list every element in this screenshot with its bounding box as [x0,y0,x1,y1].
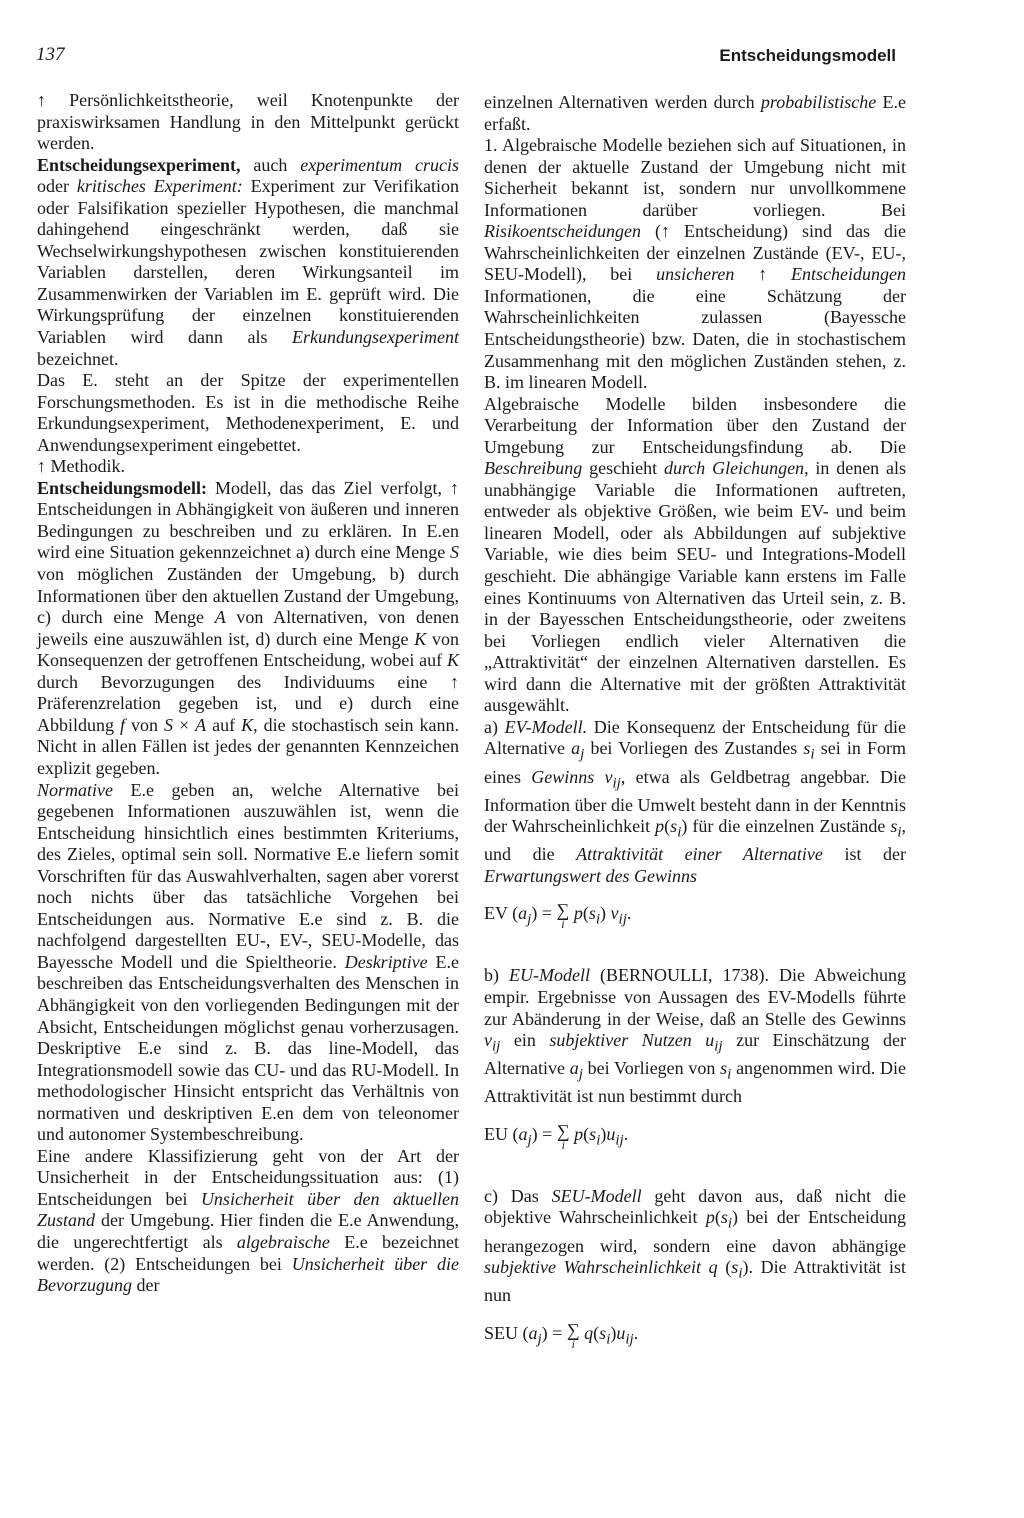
math-var: S [450,542,459,563]
math-var: a [518,903,528,924]
text-span: Informationen, die eine Schätzung der Wahrscheinlichkeiten zulassen (Bayessche Entscheidungstheorie) bzw. Daten, die in stochastischem Zusammenhang mit den möglichen Zuständen stehen, z. B. im linearen Modell. [484,285,906,393]
text-span: oder [37,176,77,197]
math-paren: ) [681,816,688,837]
paragraph-classification [37,1146,459,1297]
math-paren: ( [593,1322,600,1343]
formula-text: ) = [531,903,557,924]
math-subscript: j [527,912,532,929]
text-span: auf [206,714,242,735]
running-head: Entscheidungsmodell [719,46,896,65]
formula-text: . [626,903,632,924]
text-span: von Alternativen, von denen jeweils eine auszuwählen ist, d) durch eine Menge [37,607,459,649]
math-var: u [606,1123,616,1144]
formula-text: . [633,1322,639,1343]
math-var: s [803,738,811,759]
text-span-italic: algebraische [236,1231,330,1252]
sum-index: i [561,1137,565,1152]
math-paren: ) [600,1123,607,1144]
math-subscript: j [537,1331,542,1348]
math-paren: ( [664,816,671,837]
text-span: bei Vorliegen von [582,1058,721,1079]
text-span: E.e beschreiben das Entscheidungsverhalten des Menschen in Abhängigkeit von den vorliegenden Bedingungen mit der Absicht, Entscheidungen möglichst genau vorherzusagen. Deskriptive E.e sind z. B. das line-Modell, das Integrationsmodell sowie das CU- und das RU-Modell. In methodologischer Hinsicht entspricht das Verhältnis von normativen und deskriptiven E.en dem von teleonomer und autonomer Systembeschreibung. [37,951,460,1145]
math-var: v [606,903,619,924]
text-span-italic: Gewinns v [531,766,613,787]
math-var: a [518,1123,528,1144]
paragraph-continuation [484,92,906,135]
sum-sign: ∑ [566,1319,580,1340]
formula-text: EV ( [484,903,519,924]
math-var: p [569,1123,584,1144]
text-span: Eine andere Klassifizierung geht von der Art der Unsicherheit in der Entscheidungssituation aus: (1) Entscheidungen bei [37,1145,459,1209]
sum-operator [566,1319,580,1351]
text-span: c) Das [484,1185,552,1206]
formula-text: EU ( [484,1123,519,1144]
entry-term: Entscheidungsexperiment, [37,154,241,175]
text-span-italic: subjektive Wahrscheinlichkeit q [484,1257,718,1278]
paragraph-continuation: ↑ Persönlichkeitstheorie, weil Knotenpunkte der praxiswirksamen Handlung in den Mittelpunkt gerückt werden. [37,90,459,154]
math-var: s [731,1257,739,1278]
math-var: K [446,650,459,671]
formula-ev [484,900,906,932]
text-span: von möglichen Zuständen der Umgebung, b) durch Informationen über den aktuellen Zustand der Umgebung, c) durch eine Menge [37,564,459,628]
text-span: 1. Algebraische Modelle beziehen sich auf Situationen, in denen der aktuelle Zustand der Umgebung nicht mit Sicherheit bekannt ist, sondern nur unvollkommene Informationen darüber vorliegen. Bei [484,135,906,220]
paragraph-ev-model [484,717,906,888]
math-var: S [164,714,173,735]
sum-operator [556,900,570,932]
math-var: K [414,628,427,649]
text-span-italic: EU-Modell [509,965,590,986]
text-span: bei Vorliegen des Zustandes [584,738,804,759]
paragraph: Das E. steht an der Spitze der experimentellen Forschungsmethoden. Es ist in die methodische Reihe Erkundungsexperiment, Methodenexperiment, E. und Anwendungsexperiment eingebettet. [37,370,459,455]
text-span-italic: Erkundungsexperiment [292,327,459,348]
math-subscript: j [578,1066,583,1083]
text-span-italic: kritisches Experiment: [76,176,243,197]
text-span-italic: Unsicherheit über die Bevorzugung [37,1253,460,1296]
math-subscript: ij [492,1038,501,1055]
page-number: 137 [36,44,65,65]
sum-index: i [561,917,565,932]
paragraph-algebraic-description [484,394,906,717]
math-var: p [569,903,583,924]
text-span: der [131,1275,160,1296]
text-span: , die stochastisch sein kann. Nicht in allen Fällen ist jedes der genannten Kennzeichen explizit gegeben. [37,714,460,778]
math-var: p [705,1207,715,1228]
math-paren: ( [714,1207,721,1228]
math-subscript: i [810,747,815,763]
text-span: bei der Entscheidung herangezogen wird, sondern eine davon abhängige [484,1207,906,1256]
text-span-italic: Risikoentscheidungen [484,221,641,242]
text-span: ist der [822,844,906,865]
text-span: geschieht [582,458,664,479]
math-var: K [241,714,254,735]
sum-operator [556,1120,570,1152]
math-subscript: i [677,824,682,841]
text-span: Experiment zur Verifikation oder Falsifikation spezieller Hypothesen, die manchmal dahingehend eingeschränkt werden, daß sie Wechselwirkungshypothesen zwischen konstituierenden Variablen darstellen, deren Wirkungsanteil im Zusammenwirken der Variablen im E. geprüft wird. Die Wirkungsprüfung der einzelnen konstituierenden Variablen wird dann als [37,176,459,348]
math-subscript: j [580,747,585,763]
sum-sign: ∑ [556,1120,570,1141]
math-var: A [195,714,207,735]
formula-text: . [623,1123,629,1144]
text-span-italic: subjektiver Nutzen u [549,1030,715,1051]
text-span-italic: SEU-Modell [551,1185,642,1206]
math-var: s [720,1058,728,1079]
text-span: , und die [484,816,906,865]
math-subscript: i [595,912,601,929]
math-paren: ) [732,1207,739,1228]
math-var: A [214,607,226,628]
text-span: E.e erfaßt. [484,92,907,134]
text-span: auch [240,154,301,175]
text-span: bezeichnet. [37,348,119,369]
math-subscript: i [727,1216,733,1233]
text-span: angenommen wird. Die Attraktivität ist nun bestimmt durch [484,1058,906,1107]
right-column [484,92,906,1385]
paragraph-seu-model [484,1186,906,1307]
math-paren: ( [717,1257,732,1278]
text-span: . Die Attraktivität ist nun [484,1257,906,1306]
math-var: f [120,714,126,735]
text-span-italic: experimentum crucis [300,154,460,175]
text-span: durch Bevorzugungen des Individuums eine ↑ Präferenzrelation gegeben ist, und e) durch eine Abbildung [37,671,459,735]
text-span-italic: Deskriptive [344,951,428,972]
math-var: s [720,1207,728,1228]
text-span: b) [484,965,510,986]
math-var: q [579,1322,594,1343]
math-subscript: j [527,1132,532,1149]
math-var: a [528,1322,538,1343]
text-span: Modell, das das Ziel verfolgt, ↑ Entscheidungen in Abhängigkeit von äußeren und inneren Bedingungen zu beschreiben und zu erklären. In E.en wird eine Situation gekennzeichnet a) durch eine Menge [37,477,459,563]
text-span: E.e bezeichnet werden. (2) Entscheidungen bei [37,1231,459,1274]
math-paren: ( [583,1123,590,1144]
math-subscript: ij [612,775,621,792]
formula-text: ) = [541,1322,567,1343]
math-subscript: ij [714,1038,723,1055]
text-span-italic: durch Gleichungen [663,458,805,479]
math-var: p [655,816,665,837]
sum-sign: ∑ [556,900,570,921]
math-subscript: ij [625,1331,634,1348]
entry-entscheidungsmodell [37,478,459,780]
text-span: ein [500,1030,550,1051]
text-span: sei in Form eines [484,738,907,787]
text-span: von Konsequenzen der getroffenen Entscheidung, wobei auf [37,628,459,671]
entry-entscheidungsexperiment [37,155,459,370]
text-span: Algebraische Modelle bilden insbesondere die Verarbeitung der Information über den Zustand der Umgebung zur Entscheidungsfindung ab. Die [484,393,906,457]
text-span: Die Konsequenz der Entscheidung für die Alternative [484,716,907,759]
formula-seu [484,1319,906,1351]
text-span: × [173,714,196,735]
formula-text: SEU ( [484,1322,529,1343]
text-span: , etwa als Geldbetrag angebbar. Die Information über die Umwelt besteht dann in der Kenntnis der Wahrscheinlichkeit [484,766,906,837]
left-column [37,90,459,1297]
text-span: einzelnen Alternativen werden durch [484,92,761,112]
math-paren: ) [610,1322,617,1343]
math-subscript: i [727,1066,732,1083]
formula-text: ) = [531,1123,557,1144]
paragraph-algebraic-models [484,135,906,394]
math-paren: ) [600,903,607,924]
text-span: , in denen als unabhängige Variable die Informationen auftreten, entweder als objektive Größen, wie beim EV- und beim linearen Modell, oder als Abbildungen auf subjektive Variable, wie dies beim SEU- und Integrations-Modell geschieht. Die abhängige Variable kann erstens im Falle eines Kontinuums von Alternativen das Urteil sein, z. B. in der Bayesschen Entscheidungstheorie, oder zweitens bei Vorliegen endlich vieler Alternativen die „Attraktivität“ der einzelnen Alternativen darstellen. Es wird dann die Alternative mit der größten Attraktivität ausgewählt. [484,458,906,716]
math-subscript: ij [615,1132,624,1149]
math-var: v [484,1030,492,1051]
text-span: geht davon aus, daß nicht die objektive Wahrscheinlichkeit [484,1185,906,1228]
math-var: a [569,1058,579,1079]
math-var: u [616,1322,626,1343]
text-span: von [125,714,164,735]
math-subscript: i [897,824,902,841]
text-span: (↑ Entscheidung) sind das die Wahrscheinlichkeiten der einzelnen Zustände (EV-, EU-, SEU-Modell), bei [484,221,906,285]
text-span: E.e geben an, welche Alternative bei gegebenen Informationen auszuwählen ist, wenn die Entscheidung hinsichtlich eines bestimmten Kriteriums, des Zieles, optimal sein soll. Normative E.e liefern somit Vorschriften für das Auswahlverhalten, sagen aber vorerst noch nichts über das tatsächliche Vorgehen bei Entscheidungen aus. Normative E.e sind z. B. die nachfolgend dargestellten EU-, EV-, SEU-Modelle, das Bayessche Modell und die Spieltheorie. [37,779,459,972]
text-span-italic: probabilistische [760,92,877,112]
text-span-italic: EV-Modell. [504,716,588,737]
paragraph-eu-model [484,965,906,1107]
math-paren: ) [742,1257,749,1278]
math-var: s [588,903,596,924]
math-paren: ( [582,903,589,924]
cross-reference: ↑ Methodik. [37,456,125,477]
text-span: für die einzelnen Zustände [687,816,891,837]
text-span-italic: Unsicherheit über den aktuellen Zustand [37,1188,459,1231]
math-var: s [589,1123,597,1144]
math-var: s [670,816,678,837]
math-subscript: i [738,1265,743,1282]
text-span: (BERNOULLI, 1738). Die Abweichung empir. Ergebnisse von Aussagen des EV-Modells führte zur Abänderung in der Weise, daß an Stelle des Gewinns [484,965,907,1029]
sum-index: i [571,1336,575,1351]
formula-eu [484,1120,906,1152]
text-span: zur Einschätzung der Alternative [484,1030,906,1079]
math-var: s [890,816,898,837]
math-subscript: i [596,1132,601,1149]
entry-term: Entscheidungsmodell: [37,477,208,498]
text-span-italic: Attraktivität einer Alternative [576,844,823,865]
text-span-italic: Normative [37,779,113,800]
text-span: der Umgebung. Hier finden die E.e Anwendung, die ungerechtfertigt als [37,1210,459,1252]
math-subscript: i [606,1331,611,1348]
math-var: s [599,1322,607,1343]
text-span-italic: Beschreibung [484,458,583,479]
text-span: a) [484,716,505,737]
text-span-italic: unsicheren ↑ Entscheidungen [656,264,907,285]
math-var: a [571,738,581,759]
math-subscript: ij [618,912,627,929]
paragraph-normative [37,780,459,1146]
text-span-italic: Erwartungswert des Gewinns [484,865,698,886]
